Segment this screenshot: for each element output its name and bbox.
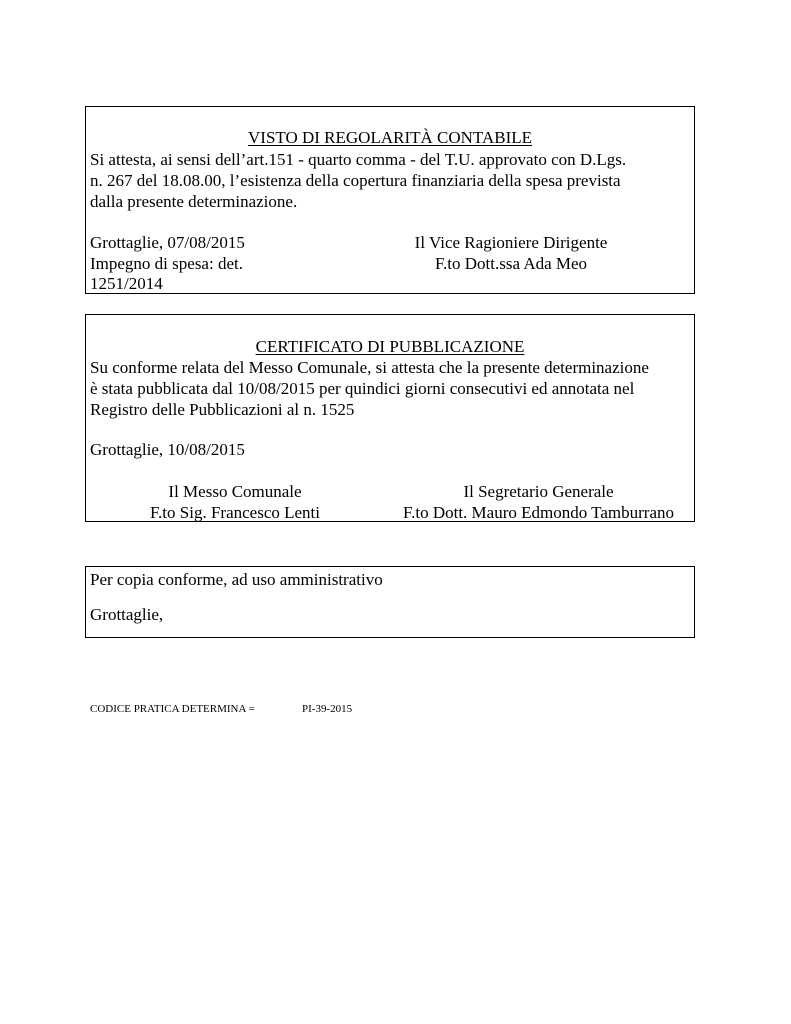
copia-line-2: Grottaglie,	[90, 605, 164, 624]
certificato-place-date: Grottaglie, 10/08/2015	[90, 440, 245, 459]
certificato-right-name: F.to Dott. Mauro Edmondo Tamburrano	[403, 503, 674, 522]
visto-impegno-line-1: Impegno di spesa: det.	[90, 254, 243, 273]
visto-signer-name: F.to Dott.ssa Ada Meo	[434, 254, 588, 273]
certificato-left-name: F.to Sig. Francesco Lenti	[149, 503, 321, 522]
certificato-body-line-3: Registro delle Pubblicazioni al n. 1525	[90, 400, 355, 419]
certificato-left-role: Il Messo Comunale	[168, 482, 302, 501]
certificato-title: CERTIFICATO DI PUBBLICAZIONE	[255, 337, 525, 356]
visto-place-date: Grottaglie, 07/08/2015	[90, 233, 245, 252]
certificato-body-line-2: è stata pubblicata dal 10/08/2015 per quindici giorni consecutivi ed annotata nel	[90, 379, 635, 398]
visto-body-line-3: dalla presente determinazione.	[90, 192, 298, 211]
copia-line-1: Per copia conforme, ad uso amministrativo	[90, 570, 383, 589]
visto-body-line-2: n. 267 del 18.08.00, l’esistenza della copertura finanziaria della spesa prevista	[90, 171, 621, 190]
visto-title: VISTO DI REGOLARITÀ CONTABILE	[248, 128, 532, 147]
codice-pratica-label: CODICE PRATICA DETERMINA =	[90, 703, 255, 715]
certificato-body-line-1: Su conforme relata del Messo Comunale, si attesta che la presente determinazione	[90, 358, 649, 377]
visto-impegno-line-2: 1251/2014	[90, 274, 163, 293]
codice-pratica-value: PI-39-2015	[302, 703, 353, 715]
visto-signer-role: Il Vice Ragioniere Dirigente	[414, 233, 608, 252]
certificato-right-role: Il Segretario Generale	[463, 482, 614, 501]
visto-body-line-1: Si attesta, ai sensi dell’art.151 - quarto comma - del T.U. approvato con D.Lgs.	[90, 150, 627, 169]
